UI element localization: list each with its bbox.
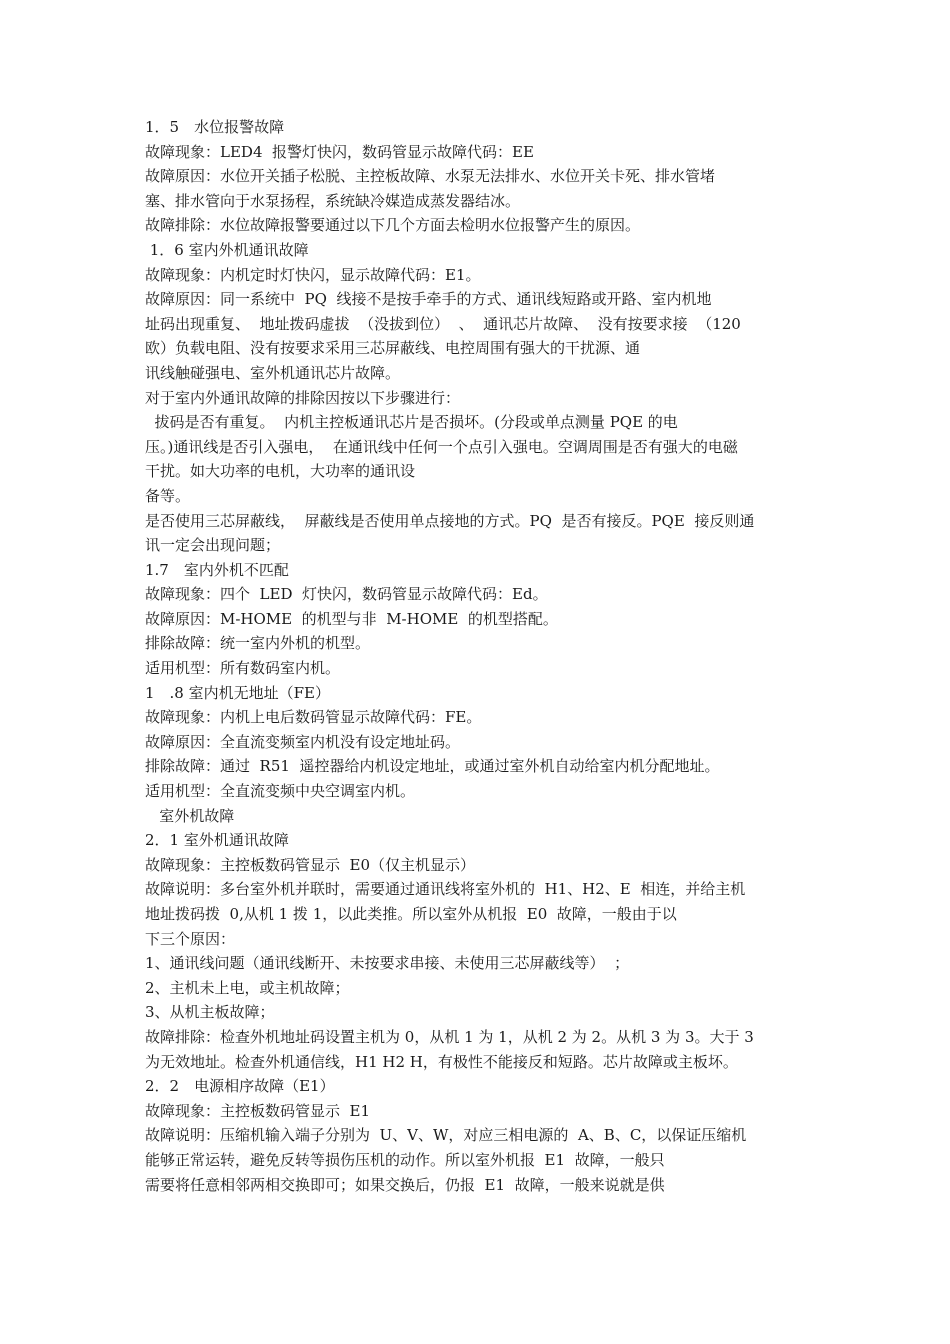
text-line: 故障排除：水位故障报警要通过以下几个方面去检明水位报警产生的原因。 xyxy=(145,216,641,235)
text-line: 故障现象：四个 LED 灯快闪，数码管显示故障代码：Ed。 xyxy=(145,585,548,604)
text-line: 故障现象：内机上电后数码管显示故障代码：FE。 xyxy=(145,708,482,727)
text-line: 故障原因：同一系统中 PQ 线接不是按手牵手的方式、通讯线短路或开路、室内机地 xyxy=(145,290,712,309)
text-line: 干扰。如大功率的电机，大功率的通讯设 xyxy=(145,462,416,481)
text-line: 讯线触碰强电、室外机通讯芯片故障。 xyxy=(145,363,401,382)
section-heading-2-1: 2．1 室外机通讯故障 xyxy=(145,831,289,850)
text-line: 适用机型：全直流变频中央空调室内机。 xyxy=(145,782,416,801)
text-line: 欧）负载电阻、没有按要求采用三芯屏蔽线、电控周围有强大的干扰源、通 xyxy=(145,339,641,358)
section-heading-1-6: 1．6 室内外机通讯故障 xyxy=(145,240,309,259)
text-line: 故障排除：检查外机地址码设置主机为 0，从机 1 为 1，从机 2 为 2。从机 3 为 3。大于 3 xyxy=(145,1027,754,1046)
text-line: 故障现象：内机定时灯快闪，显示故障代码：E1。 xyxy=(145,265,481,284)
text-line: 故障原因：全直流变频室内机没有设定地址码。 xyxy=(145,732,461,751)
section-heading-1-7: 1.7 室内外机不匹配 xyxy=(145,560,289,579)
text-line: 故障现象：主控板数码管显示 E1 xyxy=(145,1101,371,1120)
text-line: 对于室内外通讯故障的排除因按以下步骤进行： xyxy=(145,388,461,407)
text-line: 下三个原因： xyxy=(145,929,236,948)
text-line: 讯一定会出现问题； xyxy=(145,536,281,555)
text-line: 故障原因：M-HOME 的机型与非 M-HOME 的机型搭配。 xyxy=(145,609,558,628)
text-line: 需要将任意相邻两相交换即可；如果交换后，仍报 E1 故障，一般来说就是供 xyxy=(145,1175,665,1194)
text-line: 适用机型：所有数码室内机。 xyxy=(145,659,341,678)
text-line: 地址拨码拨 0,从机 1 拨 1，以此类推。所以室外从机报 E0 故障，一般由于以 xyxy=(145,905,677,923)
list-item: 2、主机未上电，或主机故障； xyxy=(145,978,350,997)
text-line: 址码出现重复、 地址拨码虚拔 （没拔到位） 、 通讯芯片故障、 没有按要求接 （120 xyxy=(145,314,741,333)
text-line: 能够正常运转，避免反转等损伤压机的动作。所以室外机报 E1 故障，一般只 xyxy=(145,1150,665,1169)
text-line: 故障说明：压缩机输入端子分别为 U、V、W，对应三相电源的 A、B、C，以保证压缩机 xyxy=(145,1126,747,1145)
list-item: 1、通讯线问题（通讯线断开、未按要求串接、未使用三芯屏蔽线等） ； xyxy=(145,954,630,973)
text-line: 故障现象：主控板数码管显示 E0（仅主机显示） xyxy=(145,855,476,874)
text-line: 故障说明：多台室外机并联时，需要通过通讯线将室外机的 H1、H2、E 相连，并给主机 xyxy=(145,880,746,899)
list-item: 3、从机主板故障； xyxy=(145,1003,275,1022)
section-heading-1-5: 1．5 水位报警故障 xyxy=(145,118,285,136)
section-heading-1-8: 1 .8 室内机无地址（FE） xyxy=(145,683,330,702)
text-line: 塞、排水管向于水泵扬程，系统缺冷媒造成蒸发器结冰。 xyxy=(145,191,521,210)
text-line: 故障现象：LED4 报警灯快闪，数码管显示故障代码：EE xyxy=(145,142,534,161)
text-line: 备等。 xyxy=(145,486,191,505)
text-line: 排除故障：通过 R51 遥控器给内机设定地址，或通过室外机自动给室内机分配地址。 xyxy=(145,757,720,776)
section-heading-2-2: 2．2 电源相序故障（E1） xyxy=(145,1077,335,1096)
text-line: 排除故障：统一室内外机的机型。 xyxy=(145,634,371,653)
document-body xyxy=(145,115,810,1197)
text-line: 故障原因：水位开关插子松脱、主控板故障、水泵无法排水、水位开关卡死、排水管堵 xyxy=(145,167,716,186)
text-line: 拔码是否有重复。 内机主控板通讯芯片是否损坏。(分段或单点测量 PQE 的电 xyxy=(145,413,678,432)
text-line: 压。)通讯线是否引入强电， 在通讯线中任何一个点引入强电。空调周围是否有强大的电磁 xyxy=(145,437,738,456)
text-line: 是否使用三芯屏蔽线， 屏蔽线是否使用单点接地的方式。PQ 是否有接反。PQE 接反则通 xyxy=(145,511,755,530)
text-line: 为无效地址。检查外机通信线，H1 H2 H，有极性不能接反和短路。芯片故障或主板坏。 xyxy=(145,1052,738,1071)
chapter-heading-outdoor: 室外机故障 xyxy=(145,806,235,825)
